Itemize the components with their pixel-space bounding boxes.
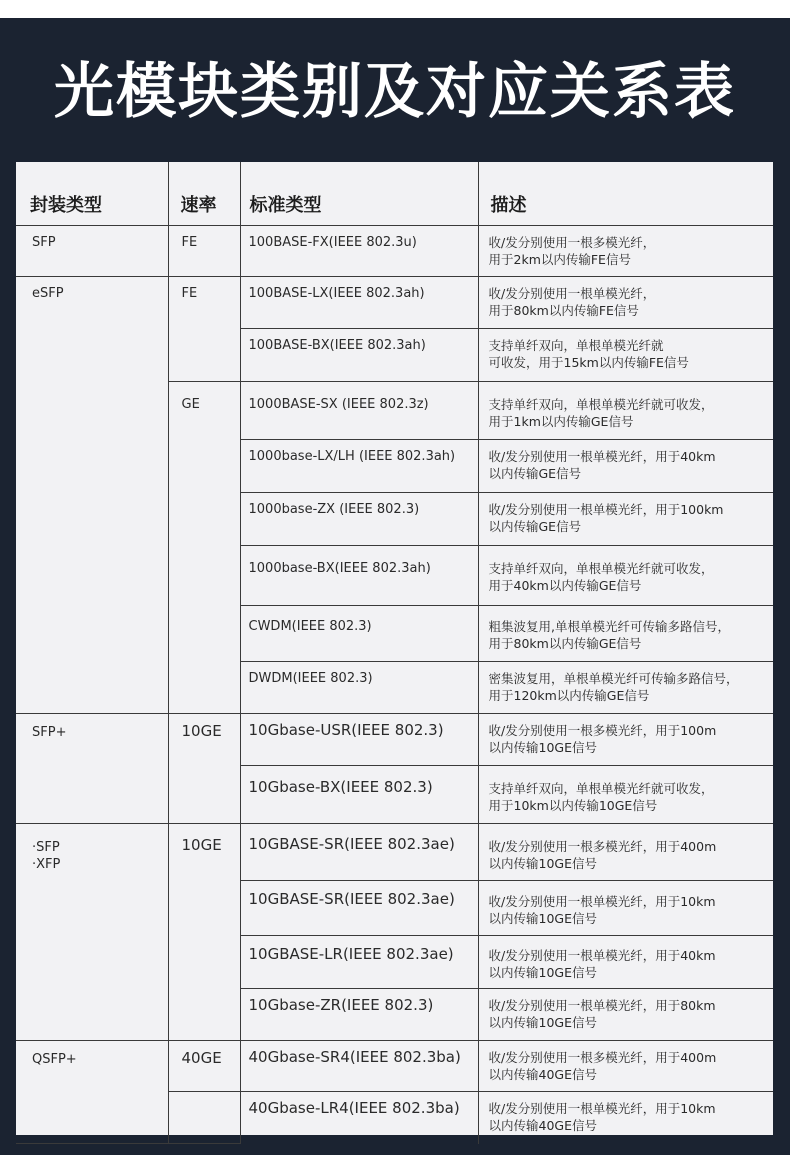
description-line: 支持单纤双向，单根单模光纤就可收发， bbox=[488, 397, 714, 412]
standard-cell: CWDM(IEEE 802.3) bbox=[240, 606, 478, 662]
description-cell bbox=[478, 493, 773, 546]
standard-cell: 10Gbase-ZR(IEEE 802.3) bbox=[240, 989, 478, 1041]
description-line: 用于40km以内传输GE信号 bbox=[488, 578, 642, 593]
standard-cell: 1000base-LX/LH (IEEE 802.3ah) bbox=[240, 440, 478, 493]
standard-cell: 10GBASE-LR(IEEE 802.3ae) bbox=[240, 936, 478, 989]
encapsulation-line: ·SFP bbox=[32, 840, 60, 855]
description-cell bbox=[478, 881, 773, 936]
standard-cell: 40Gbase-LR4(IEEE 802.3ba) bbox=[240, 1092, 478, 1144]
description-cell bbox=[478, 329, 773, 382]
description-cell bbox=[478, 936, 773, 989]
table-row bbox=[16, 277, 773, 329]
description-line: 支持单纤双向，单根单模光纤就可收发， bbox=[488, 561, 714, 576]
description-line: 以内传输10GE信号 bbox=[488, 856, 597, 871]
header-standard: 标准类型 bbox=[240, 162, 478, 226]
description-line: 支持单纤双向，单根单模光纤就 bbox=[488, 338, 664, 353]
table-row bbox=[16, 226, 773, 277]
description-line: 以内传输GE信号 bbox=[488, 519, 582, 534]
standard-cell: 10Gbase-BX(IEEE 802.3) bbox=[240, 766, 478, 824]
table-header-row bbox=[16, 162, 773, 226]
description-cell bbox=[478, 766, 773, 824]
description-line: 以内传输10GE信号 bbox=[488, 740, 597, 755]
description-line: 收/发分别使用一根单模光纤，用于10km bbox=[488, 894, 716, 909]
standard-cell: 100BASE-LX(IEEE 802.3ah) bbox=[240, 277, 478, 329]
standard-cell: 100BASE-BX(IEEE 802.3ah) bbox=[240, 329, 478, 382]
description-line: 以内传输10GE信号 bbox=[488, 1015, 597, 1030]
encapsulation-line: ·XFP bbox=[32, 857, 61, 872]
table-row bbox=[16, 1041, 773, 1092]
description-line: 用于10km以内传输10GE信号 bbox=[488, 798, 658, 813]
description-line: 可收发，用于15km以内传输FE信号 bbox=[488, 355, 689, 370]
table-row bbox=[16, 824, 773, 881]
description-line: 粗集波复用,单根单模光纤可传输多路信号， bbox=[488, 619, 730, 634]
standard-cell: 40Gbase-SR4(IEEE 802.3ba) bbox=[240, 1041, 478, 1092]
rate-cell: GE bbox=[168, 382, 240, 714]
encapsulation-cell: QSFP+ bbox=[16, 1041, 168, 1144]
top-strip bbox=[0, 0, 790, 18]
encapsulation-cell: SFP+ bbox=[16, 714, 168, 824]
standard-cell: 1000base-BX(IEEE 802.3ah) bbox=[240, 546, 478, 606]
description-line: 用于120km以内传输GE信号 bbox=[488, 688, 650, 703]
rate-cell: FE bbox=[168, 226, 240, 277]
standard-cell: 1000BASE-SX (IEEE 802.3z) bbox=[240, 382, 478, 440]
encapsulation-cell bbox=[16, 824, 168, 1041]
description-line: 用于80km以内传输GE信号 bbox=[488, 636, 642, 651]
standard-cell: 1000base-ZX (IEEE 802.3) bbox=[240, 493, 478, 546]
description-cell bbox=[478, 382, 773, 440]
description-line: 收/发分别使用一根单模光纤，用于40km bbox=[488, 449, 716, 464]
description-line: 用于1km以内传输GE信号 bbox=[488, 414, 634, 429]
description-line: 收/发分别使用一根单模光纤，用于80km bbox=[488, 998, 716, 1013]
description-cell bbox=[478, 606, 773, 662]
description-line: 以内传输40GE信号 bbox=[488, 1067, 597, 1082]
description-cell bbox=[478, 824, 773, 881]
description-line: 以内传输10GE信号 bbox=[488, 911, 597, 926]
header-description: 描述 bbox=[478, 162, 773, 226]
description-line: 收/发分别使用一根多模光纤，用于100m bbox=[488, 723, 717, 738]
header-rate: 速率 bbox=[168, 162, 240, 226]
encapsulation-cell: eSFP bbox=[16, 277, 168, 714]
rate-cell: 40GE bbox=[168, 1041, 240, 1092]
description-cell bbox=[478, 1041, 773, 1092]
description-cell bbox=[478, 989, 773, 1041]
description-line: 收/发分别使用一根单模光纤，用于40km bbox=[488, 948, 716, 963]
rate-cell-empty bbox=[168, 1092, 240, 1144]
description-cell bbox=[478, 440, 773, 493]
description-cell bbox=[478, 662, 773, 714]
standard-cell: 10Gbase-USR(IEEE 802.3) bbox=[240, 714, 478, 766]
description-cell bbox=[478, 714, 773, 766]
description-cell bbox=[478, 546, 773, 606]
rate-cell: FE bbox=[168, 277, 240, 382]
description-line: 用于80km以内传输FE信号 bbox=[488, 303, 639, 318]
standard-cell: 10GBASE-SR(IEEE 802.3ae) bbox=[240, 881, 478, 936]
description-cell bbox=[478, 1092, 773, 1144]
description-line: 收/发分别使用一根单模光纤，用于100km bbox=[488, 502, 724, 517]
rate-cell: 10GE bbox=[168, 714, 240, 824]
module-table bbox=[16, 162, 773, 1144]
description-line: 以内传输40GE信号 bbox=[488, 1118, 597, 1133]
description-line: 收/发分别使用一根单模光纤，用于10km bbox=[488, 1101, 716, 1116]
description-cell bbox=[478, 226, 773, 277]
description-line: 收/发分别使用一根多模光纤，用于400m bbox=[488, 1050, 717, 1065]
header-encapsulation: 封装类型 bbox=[16, 162, 168, 226]
standard-cell: 100BASE-FX(IEEE 802.3u) bbox=[240, 226, 478, 277]
description-line: 支持单纤双向，单根单模光纤就可收发， bbox=[488, 781, 714, 796]
description-cell bbox=[478, 277, 773, 329]
description-line: 收/发分别使用一根多模光纤，用于400m bbox=[488, 839, 717, 854]
rate-cell: 10GE bbox=[168, 824, 240, 1041]
description-line: 用于2km以内传输FE信号 bbox=[488, 252, 631, 267]
description-line: 密集波复用，单根单模光纤可传输多路信号， bbox=[488, 671, 739, 686]
standard-cell: 10GBASE-SR(IEEE 802.3ae) bbox=[240, 824, 478, 881]
page-title: 光模块类别及对应关系表 bbox=[54, 57, 736, 127]
description-line: 以内传输GE信号 bbox=[488, 466, 582, 481]
encapsulation-cell: SFP bbox=[16, 226, 168, 277]
standard-cell: DWDM(IEEE 802.3) bbox=[240, 662, 478, 714]
description-line: 以内传输10GE信号 bbox=[488, 965, 597, 980]
description-line: 收/发分别使用一根单模光纤， bbox=[488, 286, 656, 301]
description-line: 收/发分别使用一根多模光纤， bbox=[488, 235, 656, 250]
module-table-container bbox=[16, 162, 773, 1135]
table-row bbox=[16, 714, 773, 766]
